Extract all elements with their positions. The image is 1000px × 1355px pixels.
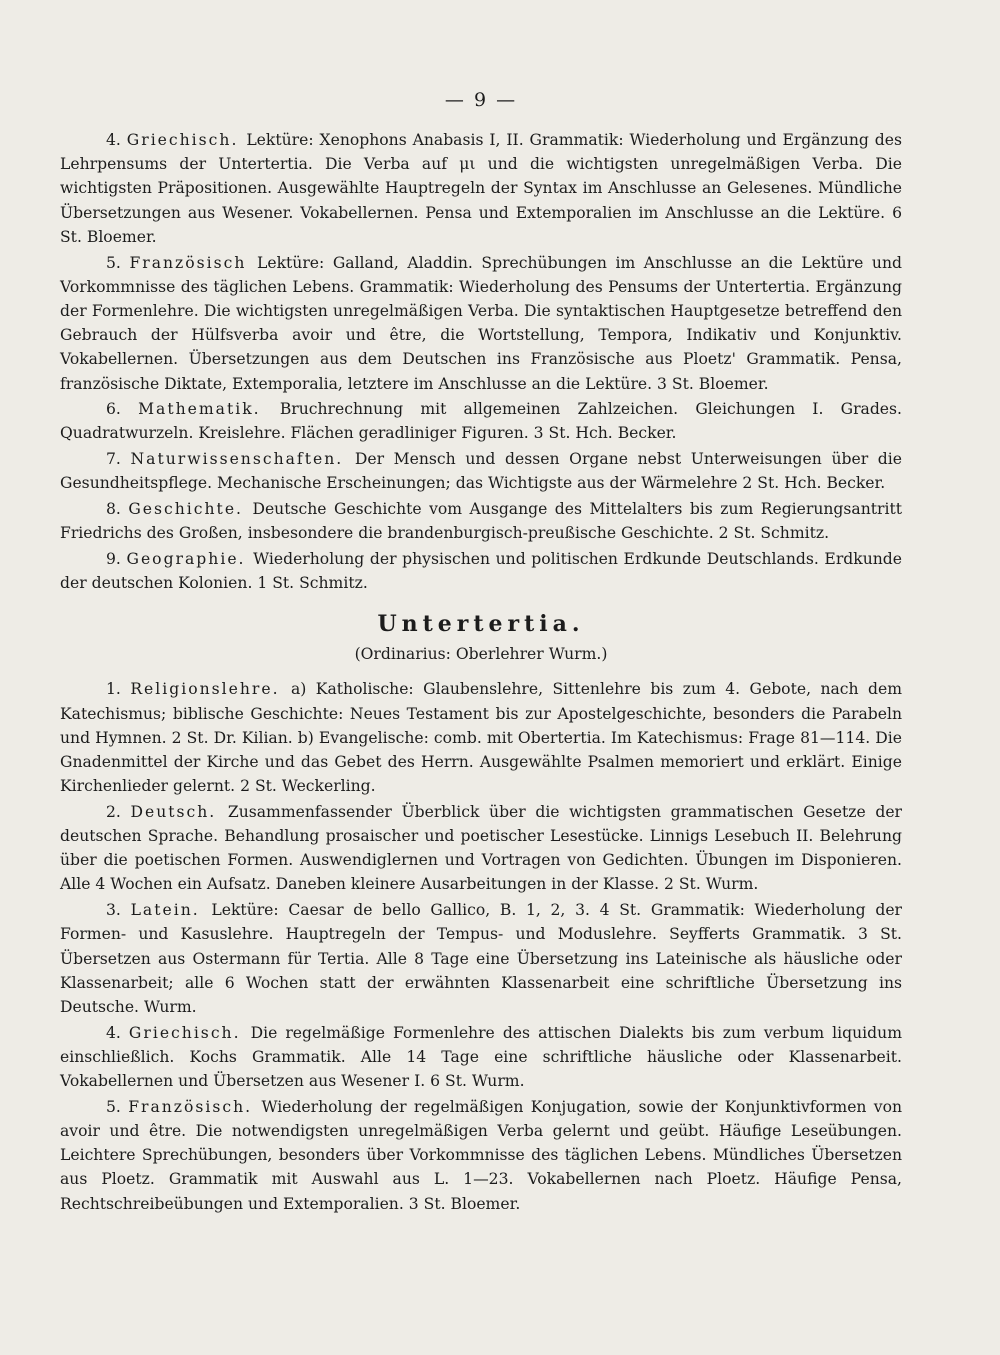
subject-paragraph [60,800,902,897]
sections-top [60,128,902,595]
subject-name: Latein. [130,901,212,920]
subject-paragraph [60,447,902,495]
subject-number: 1. [106,680,131,699]
subject-paragraph [60,397,902,445]
subject-text: Der Mensch und dessen Organe nebst Unterweisungen über die Gesundheitspflege. Mechanische Erscheinungen; das Wichtigste aus der Wärmelehre 2 St. Hch. Becker. [60,450,902,493]
section-subheading: (Ordinarius: Oberlehrer Wurm.) [354,645,608,664]
subject-number: 2. [106,802,131,821]
subject-text: Lektüre: Caesar de bello Gallico, B. 1, 2, 3. 4 St. Grammatik: Wiederholung der Formen- und Kasuslehre. Hauptregeln der Tempus- und Moduslehre. Seyfferts Grammatik. 3 St. Übersetzen aus Ostermann für Tertia. Alle 8 Tage eine Übersetzung ins Lateinische als häusliche oder Klassenarbeit; alle 6 Wochen statt der erwähnten Klassenarbeit eine schriftliche Übersetzung ins Deutsche. Wurm. [60,901,903,1016]
page-number: — 9 — [444,89,518,111]
subject-number: 8. [106,500,129,519]
subject-text: Zusammenfassender Überblick über die wichtigsten grammatischen Gesetze der deutschen Sprache. Behandlung prosaischer und poetischer Lesestücke. Linnigs Lesebuch II. Belehrung über die poetischen Formen. Auswendiglernen und Vortragen von Gedichten. Übungen im Disponieren. Alle 4 Wochen ein Aufsatz. Daneben kleinere Ausarbeitungen in der Klasse. 2 St. Wurm. [60,802,902,894]
subject-number: 4. [106,131,127,149]
subject-text: Bruchrechnung mit allgemeinen Zahlzeichen. Gleichungen I. Grades. Quadratwurzeln. Kreislehre. Flächen geradliniger Figuren. 3 St. Hch. Becker. [60,400,902,443]
subject-number: 6. [106,400,139,419]
subject-name: Griechisch. [128,1023,251,1042]
subject-text: Lektüre: Galland, Aladdin. Sprechübungen im Anschlusse an die Lektüre und Vorkommnisse des täglichen Lebens. Grammatik: Wiederholung des Pensums der Untertertia. Ergänzung der Formenlehre. Die wichtigsten unregelmäßigen Verba. Die syntaktischen Hauptgesetze betreffend den Gebrauch der Hülfsverba avoir und être, die Wortstellung, Tempora, Indikativ und Konjunktiv. Vokabellernen. Übersetzungen aus dem Deutschen ins Französische aus Ploetz' Grammatik. Pensa, französische Diktate, Extemporalia, letztere im Anschlusse an die Lektüre. 3 St. Bloemer. [60,253,902,393]
subject-paragraph [60,497,902,545]
subject-paragraph [60,677,902,798]
subject-text: Lektüre: Xenophons Anabasis I, II. Grammatik: Wiederholung und Ergänzung des Lehrpensums der Untertertia. Die Verba auf μι und die wichtigsten unregelmäßigen Verba. Die wichtigsten Präpositionen. Ausgewählte Hauptregeln der Syntax im Anschlusse an Gelesenes. Mündliche Übersetzungen aus Wesener. Vokabellernen. Pensa und Extemporalien im Anschlusse an die Lektüre. 6 St. Bloemer. [60,131,902,246]
subject-paragraph [60,251,902,396]
subject-name: Französisch [129,253,257,272]
subject-name: Naturwissenschaften. [130,450,355,469]
subject-paragraph [60,547,902,595]
subject-number: 9. [106,549,127,568]
subject-text: Deutsche Geschichte vom Ausgange des Mittelalters bis zum Regierungsantritt Friedrichs des Großen, insbesondere die brandenburgisch-preußische Geschichte. 2 St. Schmitz. [60,500,902,543]
subject-name: Religionslehre. [130,680,291,699]
subject-text: Wiederholung der regelmäßigen Konjugation, sowie der Konjunktivformen von avoir und être. Die notwendigsten unregelmäßigen Verba gelernt und geübt. Häufige Leseübungen. Leichtere Sprechübungen, besonders über Vorkommnisse des täglichen Lebens. Mündliches Übersetzen aus Ploetz. Grammatik mit Auswahl aus L. 1—23. Vokabellernen nach Ploetz. Häufige Pensa, Rechtschreibeübungen und Extemporalien. 3 St. Bloemer. [60,1097,902,1213]
subject-name: Geschichte. [128,500,253,519]
subject-number: 7. [106,450,131,469]
subject-paragraph [60,128,902,249]
subject-text: a) Katholische: Glaubenslehre, Sittenlehre bis zum 4. Gebote, nach dem Katechismus; biblische Geschichte: Neues Testament bis zur Apostelgeschichte, besonders die Parabeln und Hymnen. 2 St. Dr. Kilian. b) Evangelische: comb. mit Obertertia. Im Katechismus: Frage 81—114. Die Gnadenmittel der Kirche und das Gebet des Herrn. Ausgewählte Psalmen memoriert und erklärt. Einige Kirchenlieder gelernt. 2 St. Weckerling. [60,680,902,796]
subject-paragraph [60,1021,902,1094]
subject-paragraph [60,1095,902,1216]
subject-text: Wiederholung der physischen und politischen Erdkunde Deutschlands. Erdkunde der deutschen Kolonien. 1 St. Schmitz. [60,549,902,593]
subject-name: Griechisch. [126,131,247,149]
subject-name: Mathematik. [138,400,280,419]
subject-number: 3. [106,901,131,920]
subject-number: 5. [106,1097,129,1116]
subject-name: Französisch. [128,1097,262,1116]
subject-text: Die regelmäßige Formenlehre des attischen Dialekts bis zum verbum liquidum einschließlich. Kochs Grammatik. Alle 14 Tage eine schriftliche häusliche oder Klassenarbeit. Vokabellernen und Übersetzen aus Wesener I. 6 St. Wurm. [60,1023,902,1091]
subject-name: Deutsch. [130,802,228,821]
subject-name: Geographie. [126,549,254,568]
subject-paragraph [60,898,902,1019]
subject-number: 5. [106,253,130,272]
subject-number: 4. [106,1023,129,1042]
section-heading: Untertertia. [377,611,585,638]
sections-bottom [60,677,902,1215]
